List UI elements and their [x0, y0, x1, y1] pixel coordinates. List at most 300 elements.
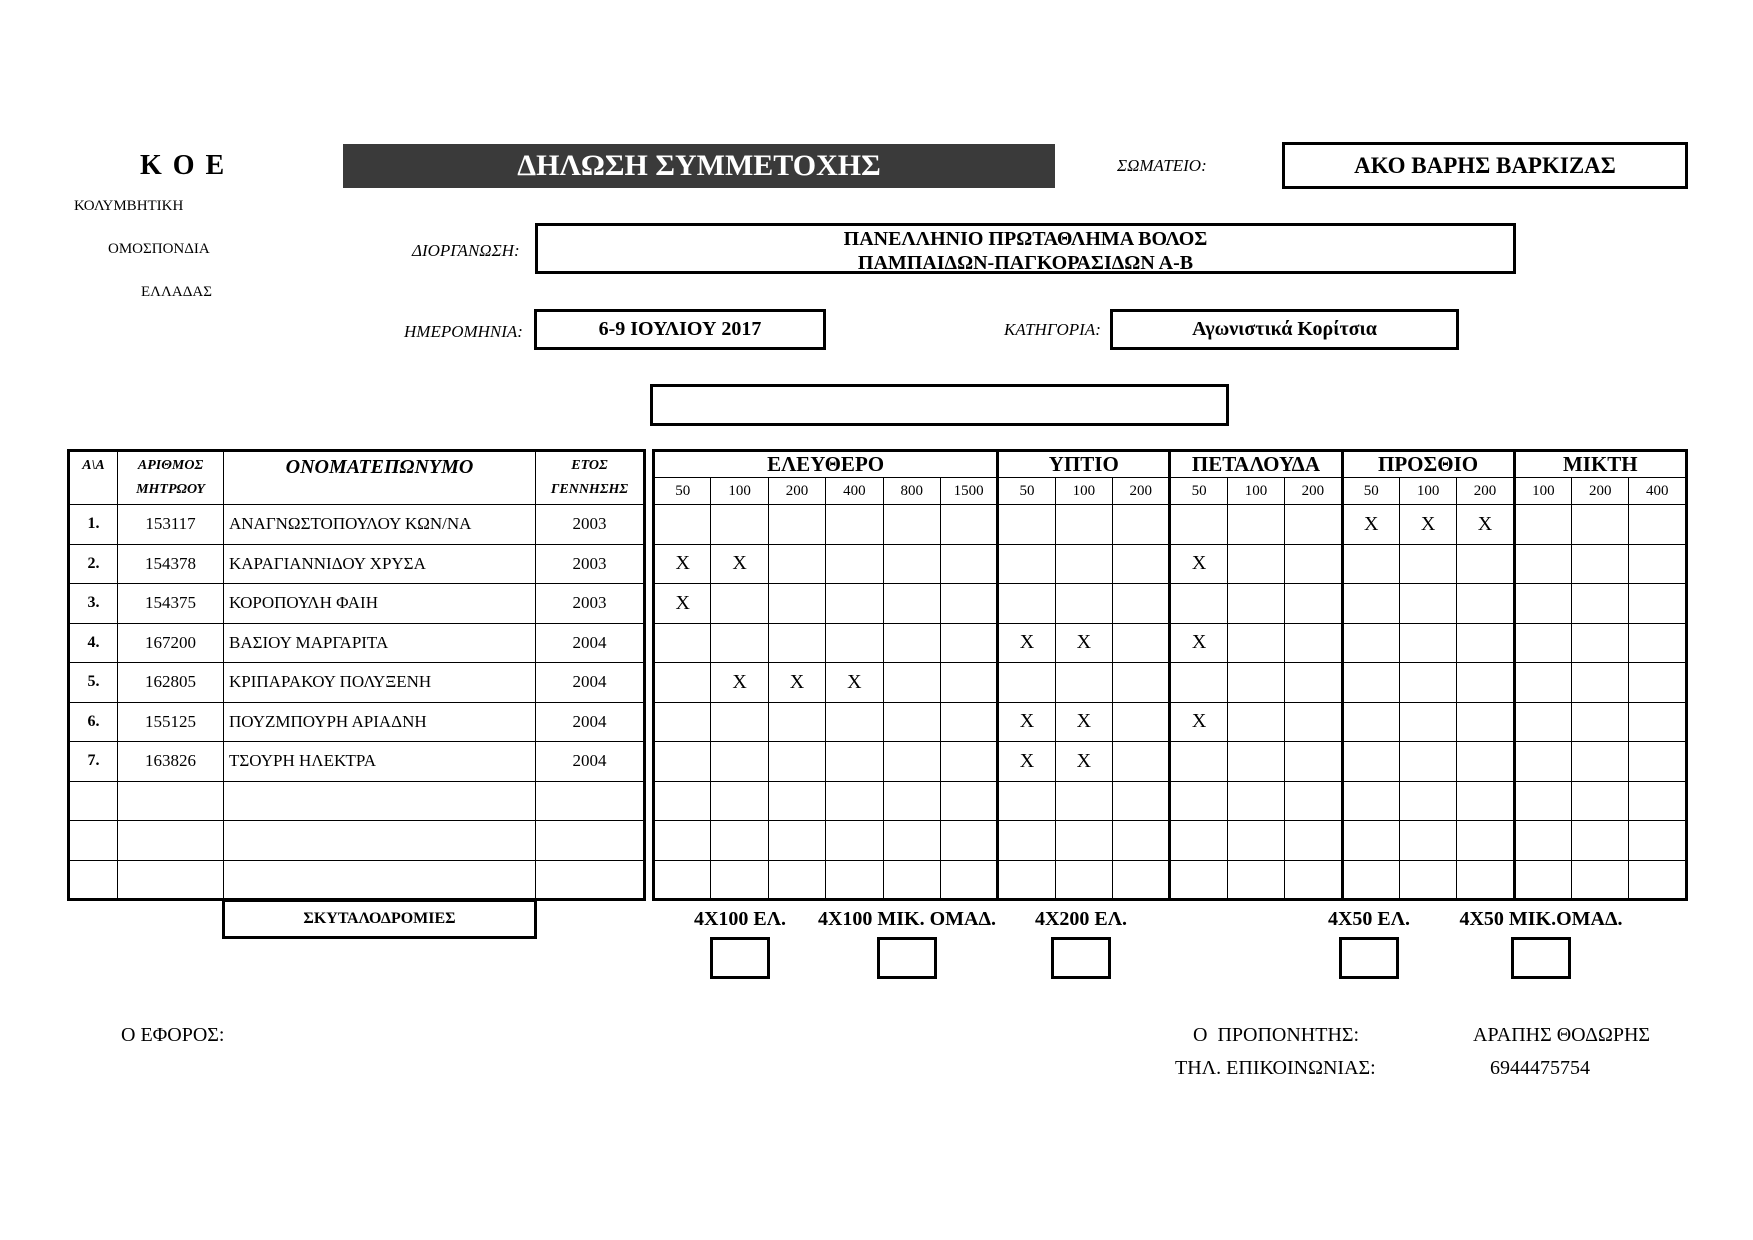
event-mark-cell[interactable] — [1342, 584, 1399, 624]
event-mark-cell[interactable] — [940, 623, 997, 663]
category-field[interactable]: Αγωνιστικά Κορίτσια — [1110, 309, 1459, 350]
athlete-name[interactable]: ΠΟΥΖΜΠΟΥΡΗ ΑΡΙΑΔΝΗ — [224, 702, 536, 742]
col-header-reg — [118, 451, 224, 505]
event-mark-cell[interactable] — [768, 702, 825, 742]
event-mark-cell[interactable] — [1227, 742, 1284, 782]
event-mark-cell[interactable] — [826, 860, 883, 900]
event-mark-cell[interactable] — [1055, 781, 1112, 821]
registry-number[interactable]: 153117 — [118, 505, 224, 545]
event-mark-cell[interactable] — [1227, 505, 1284, 545]
event-mark-cell[interactable] — [1572, 584, 1629, 624]
birth-year[interactable]: 2004 — [536, 742, 645, 782]
event-mark-cell[interactable] — [1170, 663, 1227, 703]
club-field[interactable]: ΑΚΟ ΒΑΡΗΣ ΒΑΡΚΙΖΑΣ — [1282, 142, 1688, 189]
event-mark-cell[interactable] — [826, 544, 883, 584]
event-mark-cell[interactable] — [1572, 742, 1629, 782]
event-mark-cell[interactable] — [1457, 544, 1514, 584]
birth-year[interactable] — [536, 860, 645, 900]
event-mark-cell[interactable] — [1285, 781, 1342, 821]
athlete-name[interactable]: ΒΑΣΙΟΥ ΜΑΡΓΑΡΙΤΑ — [224, 623, 536, 663]
event-mark-cell[interactable] — [1113, 702, 1170, 742]
distance-header: 100 — [1399, 478, 1456, 505]
athlete-name[interactable] — [224, 860, 536, 900]
event-mark-cell[interactable] — [1399, 623, 1456, 663]
event-mark-cell[interactable] — [1170, 742, 1227, 782]
event-mark-cell[interactable] — [1629, 505, 1687, 545]
event-row — [654, 702, 1687, 742]
event-mark-cell[interactable] — [1170, 584, 1227, 624]
event-mark-cell[interactable] — [883, 663, 940, 703]
registry-number[interactable]: 154375 — [118, 584, 224, 624]
col-header-year — [536, 451, 645, 505]
event-mark-cell[interactable] — [1170, 781, 1227, 821]
table-row — [69, 860, 645, 900]
stroke-header: ΕΛΕΥΘΕΡΟ — [654, 451, 998, 478]
event-row — [654, 505, 1687, 545]
event-mark-cell[interactable] — [1457, 702, 1514, 742]
org-line-3: ΕΛΛΑΔΑΣ — [141, 284, 212, 300]
event-mark-cell[interactable] — [940, 821, 997, 861]
distance-header: 50 — [1170, 478, 1227, 505]
phone-value: 6944475754 — [1490, 1057, 1590, 1079]
phone-label: ΤΗΛ. ΕΠΙΚΟΙΝΩΝΙΑΣ: — [1175, 1057, 1376, 1079]
event-mark-cell[interactable] — [883, 860, 940, 900]
event-mark-cell[interactable] — [940, 702, 997, 742]
event-mark-cell[interactable] — [1457, 584, 1514, 624]
event-mark-cell[interactable] — [826, 623, 883, 663]
table-row — [69, 623, 645, 663]
registry-number[interactable]: 155125 — [118, 702, 224, 742]
event-mark-cell[interactable]: X — [1342, 505, 1399, 545]
event-mark-cell[interactable] — [1227, 860, 1284, 900]
row-number[interactable]: 3. — [69, 584, 118, 624]
event-mark-cell[interactable] — [1342, 821, 1399, 861]
event-mark-cell[interactable] — [1342, 860, 1399, 900]
event-mark-cell[interactable] — [1514, 505, 1571, 545]
event-mark-cell[interactable] — [1055, 821, 1112, 861]
stroke-header: ΠΕΤΑΛΟΥΔΑ — [1170, 451, 1342, 478]
event-mark-cell[interactable] — [826, 584, 883, 624]
event-mark-cell[interactable] — [998, 544, 1055, 584]
event-mark-cell[interactable] — [1514, 584, 1571, 624]
event-mark-cell[interactable] — [1514, 742, 1571, 782]
relay-checkbox[interactable] — [877, 937, 937, 979]
row-number[interactable] — [69, 860, 118, 900]
event-mark-cell[interactable]: X — [768, 663, 825, 703]
event-mark-cell[interactable] — [1399, 702, 1456, 742]
distance-header: 200 — [1113, 478, 1170, 505]
event-mark-cell[interactable] — [768, 821, 825, 861]
event-mark-cell[interactable] — [1514, 860, 1571, 900]
event-mark-cell[interactable]: X — [1055, 623, 1112, 663]
form-title: ΔΗΛΩΣΗ ΣΥΜΜΕΤΟΧΗΣ — [343, 144, 1055, 188]
event-mark-cell[interactable]: X — [1399, 505, 1456, 545]
event-mark-cell[interactable] — [1227, 781, 1284, 821]
event-mark-cell[interactable] — [998, 505, 1055, 545]
event-mark-cell[interactable] — [1514, 663, 1571, 703]
event-mark-cell[interactable] — [711, 781, 768, 821]
event-mark-cell[interactable] — [998, 821, 1055, 861]
ephor-label: Ο ΕΦΟΡΟΣ: — [121, 1024, 225, 1046]
event-mark-cell[interactable] — [1170, 860, 1227, 900]
event-mark-cell[interactable] — [654, 663, 711, 703]
stroke-header: ΠΡΟΣΘΙΟ — [1342, 451, 1514, 478]
birth-year[interactable]: 2003 — [536, 505, 645, 545]
table-row — [69, 663, 645, 703]
event-mark-cell[interactable] — [1457, 623, 1514, 663]
event-mark-cell[interactable] — [1055, 584, 1112, 624]
distance-header: 50 — [654, 478, 711, 505]
events-table — [652, 449, 1688, 901]
event-mark-cell[interactable] — [1113, 742, 1170, 782]
table-row — [69, 702, 645, 742]
event-mark-cell[interactable] — [1629, 663, 1687, 703]
distance-header: 200 — [1457, 478, 1514, 505]
event-mark-cell[interactable] — [1399, 544, 1456, 584]
event-mark-cell[interactable] — [940, 505, 997, 545]
event-mark-cell[interactable] — [1342, 702, 1399, 742]
event-mark-cell[interactable] — [711, 505, 768, 545]
coach-label: Ο ΠΡΟΠΟΝΗΤΗΣ: — [1193, 1024, 1360, 1046]
event-mark-cell[interactable]: X — [1055, 702, 1112, 742]
row-number[interactable] — [69, 821, 118, 861]
event-mark-cell[interactable] — [1055, 663, 1112, 703]
event-mark-cell[interactable] — [1227, 584, 1284, 624]
distance-header: 50 — [1342, 478, 1399, 505]
event-mark-cell[interactable] — [1629, 702, 1687, 742]
event-mark-cell[interactable] — [998, 860, 1055, 900]
event-mark-cell[interactable] — [1285, 544, 1342, 584]
stroke-header-row — [654, 451, 1687, 478]
distance-header: 200 — [768, 478, 825, 505]
event-mark-cell[interactable] — [768, 584, 825, 624]
registry-number[interactable]: 167200 — [118, 623, 224, 663]
event-mark-cell[interactable] — [1629, 544, 1687, 584]
col-header-reg-1: ΑΡΙΘΜΟΣ — [137, 458, 204, 473]
registry-number[interactable] — [118, 860, 224, 900]
event-mark-cell[interactable] — [1342, 544, 1399, 584]
event-mark-cell[interactable] — [940, 860, 997, 900]
athlete-name[interactable] — [224, 781, 536, 821]
event-row — [654, 821, 1687, 861]
registry-number[interactable]: 162805 — [118, 663, 224, 703]
event-mark-cell[interactable]: X — [1055, 742, 1112, 782]
event-row — [654, 860, 1687, 900]
distance-header-row — [654, 478, 1687, 505]
col-header-year-1: ΕΤΟΣ — [571, 458, 608, 473]
registry-number[interactable]: 154378 — [118, 544, 224, 584]
col-header-name: ΟΝΟΜΑΤΕΠΩΝΥΜΟ — [224, 451, 536, 505]
event-mark-cell[interactable] — [826, 702, 883, 742]
event-mark-cell[interactable] — [1514, 623, 1571, 663]
event-mark-cell[interactable] — [1572, 702, 1629, 742]
coach-name: ΑΡΑΠΗΣ ΘΟΔΩΡΗΣ — [1473, 1024, 1651, 1046]
event-mark-cell[interactable] — [826, 781, 883, 821]
relay-checkbox[interactable] — [1339, 937, 1399, 979]
distance-header: 400 — [826, 478, 883, 505]
event-mark-cell[interactable] — [711, 623, 768, 663]
event-mark-cell[interactable] — [768, 505, 825, 545]
event-mark-cell[interactable] — [711, 742, 768, 782]
event-mark-cell[interactable] — [1113, 544, 1170, 584]
event-mark-cell[interactable] — [1055, 544, 1112, 584]
row-number[interactable]: 4. — [69, 623, 118, 663]
event-mark-cell[interactable] — [1457, 663, 1514, 703]
event-mark-cell[interactable] — [1514, 702, 1571, 742]
relay-label: 4X50 ΜΙΚ.ΟΜΑΔ. — [1459, 908, 1623, 930]
event-row — [654, 623, 1687, 663]
table-row — [69, 821, 645, 861]
event-mark-cell[interactable] — [1113, 860, 1170, 900]
event-mark-cell[interactable] — [1227, 544, 1284, 584]
event-mark-cell[interactable] — [1399, 860, 1456, 900]
event-mark-cell[interactable] — [1113, 663, 1170, 703]
event-mark-cell[interactable] — [883, 544, 940, 584]
athlete-name[interactable] — [224, 821, 536, 861]
event-mark-cell[interactable] — [1572, 821, 1629, 861]
birth-year[interactable]: 2004 — [536, 623, 645, 663]
event-mark-cell[interactable] — [1457, 742, 1514, 782]
event-mark-cell[interactable] — [768, 742, 825, 782]
row-number[interactable]: 1. — [69, 505, 118, 545]
event-mark-cell[interactable] — [883, 821, 940, 861]
event-mark-cell[interactable] — [1399, 584, 1456, 624]
event-mark-cell[interactable] — [1572, 860, 1629, 900]
event-mark-cell[interactable] — [883, 505, 940, 545]
blank-field[interactable] — [650, 384, 1229, 426]
event-mark-cell[interactable] — [883, 702, 940, 742]
birth-year[interactable] — [536, 821, 645, 861]
birth-year[interactable]: 2004 — [536, 702, 645, 742]
event-mark-cell[interactable] — [883, 781, 940, 821]
event-mark-cell[interactable] — [1170, 505, 1227, 545]
event-line-2: ΠΑΜΠΑΙΔΩΝ-ΠΑΓΚΟΡΑΣΙΔΩΝ Α-Β — [857, 252, 1194, 274]
row-number[interactable]: 6. — [69, 702, 118, 742]
event-mark-cell[interactable]: X — [1170, 623, 1227, 663]
distance-header: 50 — [998, 478, 1055, 505]
birth-year[interactable]: 2003 — [536, 584, 645, 624]
athlete-name[interactable]: ΤΣΟΥΡΗ ΗΛΕΚΤΡΑ — [224, 742, 536, 782]
event-mark-cell[interactable] — [768, 781, 825, 821]
event-mark-cell[interactable] — [1342, 781, 1399, 821]
event-mark-cell[interactable] — [940, 544, 997, 584]
event-mark-cell[interactable]: X — [654, 544, 711, 584]
event-mark-cell[interactable] — [654, 860, 711, 900]
event-mark-cell[interactable] — [1285, 742, 1342, 782]
event-mark-cell[interactable] — [1572, 663, 1629, 703]
event-mark-cell[interactable] — [1572, 623, 1629, 663]
stroke-header: ΜΙΚΤΗ — [1514, 451, 1686, 478]
event-mark-cell[interactable] — [1399, 663, 1456, 703]
birth-year[interactable]: 2004 — [536, 663, 645, 703]
col-header-aa: Α\Α — [69, 451, 118, 505]
event-mark-cell[interactable] — [1285, 584, 1342, 624]
event-mark-cell[interactable] — [940, 663, 997, 703]
event-mark-cell[interactable]: X — [998, 742, 1055, 782]
col-header-year-2: ΓΕΝΝΗΣΗΣ — [550, 482, 629, 497]
event-mark-cell[interactable] — [1399, 781, 1456, 821]
event-mark-cell[interactable] — [1629, 821, 1687, 861]
registry-number[interactable] — [118, 781, 224, 821]
event-mark-cell[interactable] — [1055, 505, 1112, 545]
event-mark-cell[interactable] — [1055, 860, 1112, 900]
event-row — [654, 544, 1687, 584]
event-mark-cell[interactable] — [1629, 623, 1687, 663]
row-number[interactable]: 5. — [69, 663, 118, 703]
event-mark-cell[interactable] — [711, 821, 768, 861]
event-mark-cell[interactable] — [826, 505, 883, 545]
registry-number[interactable] — [118, 821, 224, 861]
event-mark-cell[interactable] — [998, 584, 1055, 624]
event-row — [654, 584, 1687, 624]
category-label: ΚΑΤΗΓΟΡΙΑ: — [1004, 320, 1101, 339]
table-row — [69, 584, 645, 624]
event-mark-cell[interactable]: X — [711, 544, 768, 584]
event-mark-cell[interactable] — [1572, 505, 1629, 545]
event-mark-cell[interactable]: X — [998, 623, 1055, 663]
relay-label: 4X100 ΕΛ. — [693, 908, 787, 930]
org-line-2: ΟΜΟΣΠΟΝΔΙΑ — [108, 241, 210, 257]
event-mark-cell[interactable] — [1572, 781, 1629, 821]
event-mark-cell[interactable] — [940, 742, 997, 782]
distance-header: 400 — [1629, 478, 1687, 505]
event-mark-cell[interactable] — [654, 623, 711, 663]
event-mark-cell[interactable] — [1113, 623, 1170, 663]
relay-checkbox[interactable] — [1051, 937, 1111, 979]
event-mark-cell[interactable]: X — [1170, 544, 1227, 584]
event-mark-cell[interactable] — [1457, 821, 1514, 861]
date-field[interactable]: 6-9 ΙΟΥΛΙΟΥ 2017 — [534, 309, 826, 350]
event-row — [654, 781, 1687, 821]
event-mark-cell[interactable] — [654, 505, 711, 545]
event-mark-cell[interactable] — [711, 584, 768, 624]
org-line-1: ΚΟΛΥΜΒΗΤΙΚΗ — [74, 198, 184, 214]
event-mark-cell[interactable] — [1285, 821, 1342, 861]
relays-label: ΣΚΥΤΑΛΟΔΡΟΜΙΕΣ — [222, 899, 537, 939]
table-row — [69, 742, 645, 782]
table-row — [69, 505, 645, 545]
distance-header: 100 — [1227, 478, 1284, 505]
event-mark-cell[interactable] — [1342, 663, 1399, 703]
event-mark-cell[interactable] — [998, 663, 1055, 703]
table-row — [69, 781, 645, 821]
event-mark-cell[interactable] — [940, 781, 997, 821]
event-label: ΔΙΟΡΓΑΝΩΣΗ: — [412, 241, 520, 260]
event-mark-cell[interactable] — [1285, 702, 1342, 742]
date-label: ΗΜΕΡΟΜΗΝΙΑ: — [404, 322, 523, 341]
event-mark-cell[interactable] — [1629, 742, 1687, 782]
row-number[interactable]: 2. — [69, 544, 118, 584]
relay-checkbox[interactable] — [1511, 937, 1571, 979]
relay-checkbox[interactable] — [710, 937, 770, 979]
athlete-name[interactable]: ΑΝΑΓΝΩΣΤΟΠΟΥΛΟΥ ΚΩΝ/ΝΑ — [224, 505, 536, 545]
birth-year[interactable]: 2003 — [536, 544, 645, 584]
distance-header: 100 — [711, 478, 768, 505]
event-row — [654, 663, 1687, 703]
event-mark-cell[interactable] — [654, 742, 711, 782]
event-mark-cell[interactable] — [1399, 821, 1456, 861]
event-mark-cell[interactable] — [1227, 821, 1284, 861]
club-label: ΣΩΜΑΤΕΙΟ: — [1117, 156, 1207, 175]
event-mark-cell[interactable] — [768, 544, 825, 584]
event-mark-cell[interactable] — [1285, 505, 1342, 545]
row-number[interactable] — [69, 781, 118, 821]
stroke-header: ΥΠΤΙΟ — [998, 451, 1170, 478]
event-mark-cell[interactable] — [768, 860, 825, 900]
event-mark-cell[interactable] — [1399, 742, 1456, 782]
event-mark-cell[interactable] — [998, 781, 1055, 821]
event-mark-cell[interactable] — [883, 584, 940, 624]
table-row — [69, 544, 645, 584]
event-mark-cell[interactable] — [1629, 781, 1687, 821]
event-mark-cell[interactable] — [1514, 544, 1571, 584]
event-mark-cell[interactable]: X — [711, 663, 768, 703]
event-mark-cell[interactable] — [1514, 781, 1571, 821]
event-mark-cell[interactable] — [940, 584, 997, 624]
event-mark-cell[interactable] — [826, 742, 883, 782]
event-mark-cell[interactable] — [1629, 860, 1687, 900]
event-mark-cell[interactable] — [883, 742, 940, 782]
athletes-table — [67, 449, 646, 901]
event-mark-cell[interactable] — [1285, 663, 1342, 703]
event-mark-cell[interactable] — [1457, 781, 1514, 821]
birth-year[interactable] — [536, 781, 645, 821]
event-line-1: ΠΑΝΕΛΛΗΝΙΟ ΠΡΩΤΑΘΛΗΜΑ ΒΟΛΟΣ — [843, 228, 1208, 250]
event-mark-cell[interactable] — [1227, 663, 1284, 703]
athlete-name[interactable]: ΚΡΙΠΑΡΑΚΟΥ ΠΟΛΥΞΕΝΗ — [224, 663, 536, 703]
event-mark-cell[interactable] — [1170, 821, 1227, 861]
event-mark-cell[interactable] — [711, 860, 768, 900]
event-mark-cell[interactable] — [883, 623, 940, 663]
event-mark-cell[interactable] — [1227, 623, 1284, 663]
relay-label: 4X100 ΜΙΚ. ΟΜΑΔ. — [817, 908, 997, 930]
event-mark-cell[interactable] — [1113, 781, 1170, 821]
distance-header: 800 — [883, 478, 940, 505]
registry-number[interactable]: 163826 — [118, 742, 224, 782]
event-mark-cell[interactable]: X — [826, 663, 883, 703]
event-mark-cell[interactable] — [1113, 584, 1170, 624]
event-mark-cell[interactable] — [826, 821, 883, 861]
distance-header: 1500 — [940, 478, 997, 505]
event-mark-cell[interactable] — [1514, 821, 1571, 861]
event-mark-cell[interactable] — [654, 781, 711, 821]
athlete-name[interactable]: ΚΟΡΟΠΟΥΛΗ ΦΑΙΗ — [224, 584, 536, 624]
event-mark-cell[interactable] — [1227, 702, 1284, 742]
distance-header: 200 — [1285, 478, 1342, 505]
athlete-name[interactable]: ΚΑΡΑΓΙΑΝΝΙΔΟΥ ΧΡΥΣΑ — [224, 544, 536, 584]
event-mark-cell[interactable] — [654, 702, 711, 742]
event-mark-cell[interactable]: X — [654, 584, 711, 624]
org-abbr: K O E — [140, 150, 227, 181]
event-mark-cell[interactable]: X — [998, 702, 1055, 742]
event-mark-cell[interactable]: X — [1457, 505, 1514, 545]
event-mark-cell[interactable] — [1572, 544, 1629, 584]
event-mark-cell[interactable] — [1457, 860, 1514, 900]
row-number[interactable]: 7. — [69, 742, 118, 782]
event-mark-cell[interactable] — [1113, 821, 1170, 861]
event-mark-cell[interactable]: X — [1170, 702, 1227, 742]
event-mark-cell[interactable] — [1342, 623, 1399, 663]
event-field[interactable] — [535, 223, 1516, 274]
event-mark-cell[interactable] — [711, 702, 768, 742]
event-mark-cell[interactable] — [1629, 584, 1687, 624]
event-mark-cell[interactable] — [654, 821, 711, 861]
event-mark-cell[interactable] — [1342, 742, 1399, 782]
event-mark-cell[interactable] — [1113, 505, 1170, 545]
event-mark-cell[interactable] — [1285, 860, 1342, 900]
event-mark-cell[interactable] — [1285, 623, 1342, 663]
event-mark-cell[interactable] — [768, 623, 825, 663]
